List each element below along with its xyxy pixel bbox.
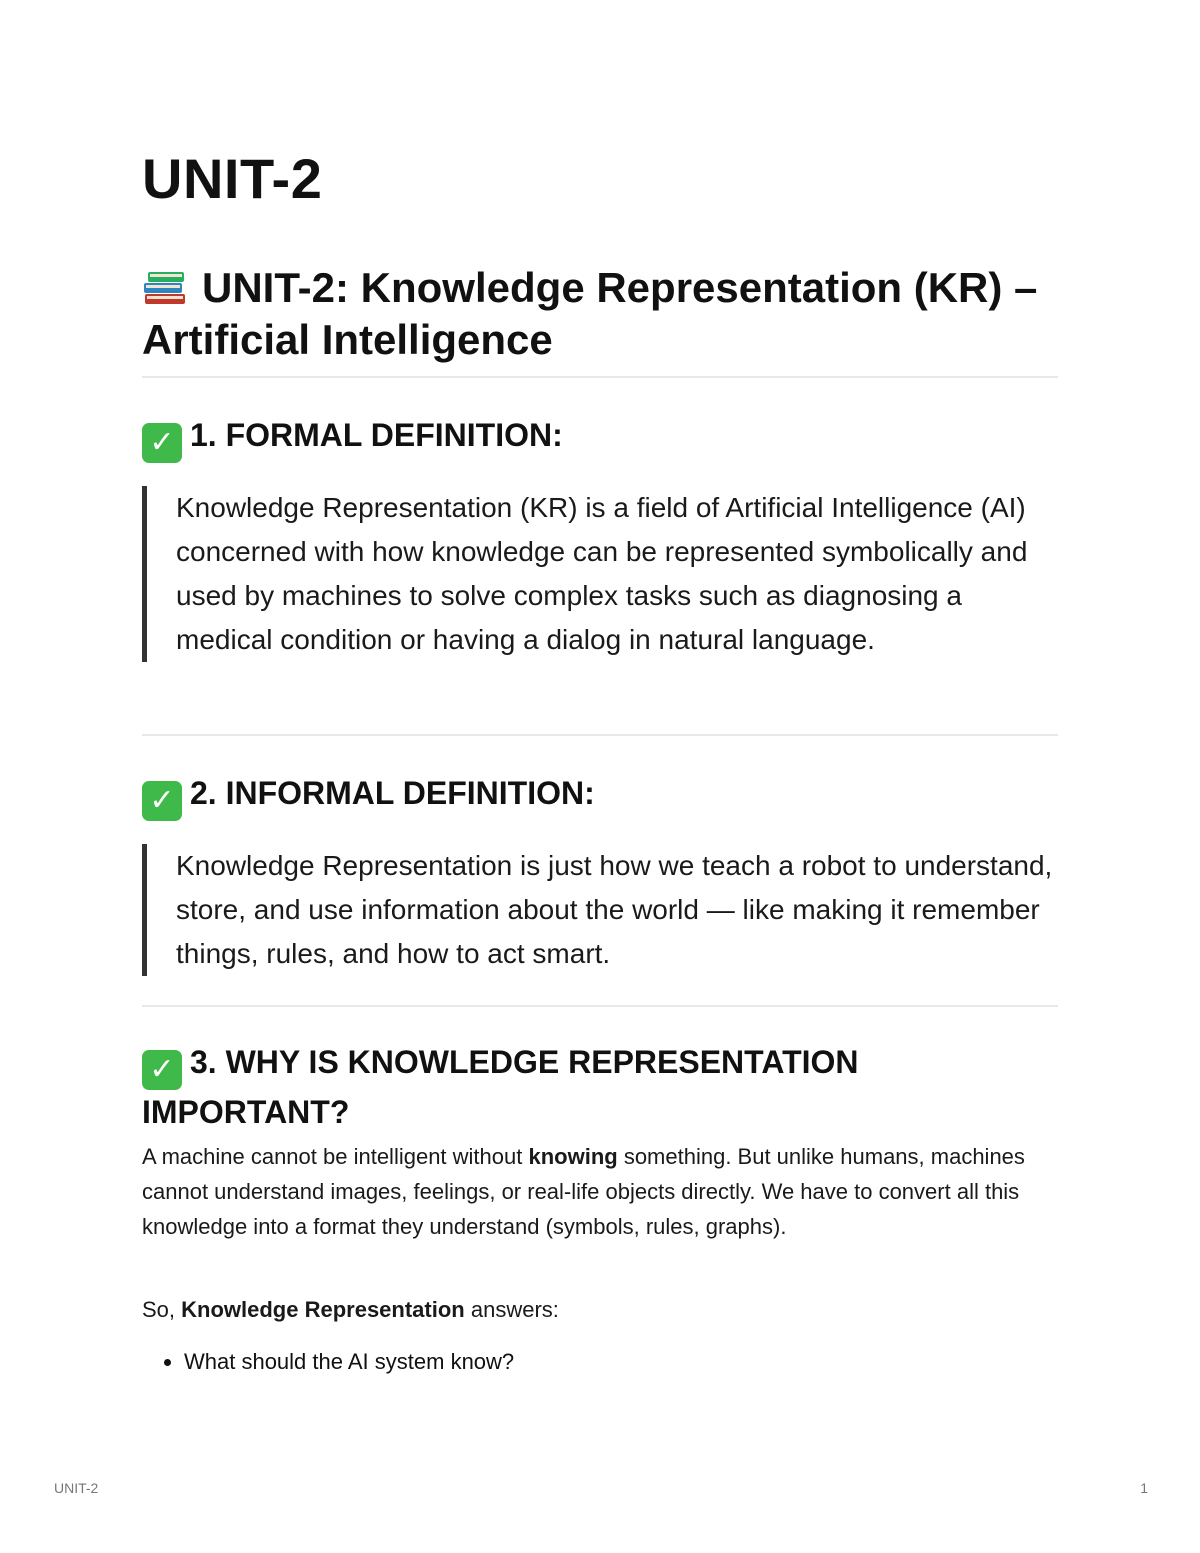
formal-definition-quote: Knowledge Representation (KR) is a field of Artificial Intelligence (AI) concerned with how knowledge can be represented symbolically and used by machines to solve complex tasks such as diagnosing a medical condition or having a dialog in natural language. bbox=[142, 486, 1056, 662]
section-heading-text: 2. INFORMAL DEFINITION: bbox=[190, 775, 595, 811]
check-mark-icon: ✓ bbox=[142, 423, 182, 463]
text-run: So, bbox=[142, 1297, 182, 1322]
section-heading-text: 1. FORMAL DEFINITION: bbox=[190, 417, 563, 453]
section-heading-informal bbox=[142, 771, 1042, 821]
list-item: • What should the AI system know? bbox=[184, 1344, 514, 1379]
section-heading-formal bbox=[142, 413, 1042, 463]
divider bbox=[142, 734, 1058, 736]
text-run: something. But unlike humans, machines cannot understand images, feelings, or real-life objects directly. We have to convert all this knowledge into a format they understand (symbols, rules, graphs). bbox=[142, 1144, 1025, 1239]
text-run: A machine cannot be intelligent without bbox=[142, 1144, 529, 1169]
footer-doc-title: UNIT-2 bbox=[54, 1480, 99, 1496]
page-number: 1 bbox=[1140, 1480, 1148, 1496]
why-paragraph bbox=[142, 1139, 1052, 1244]
informal-definition-quote: Knowledge Representation is just how we teach a robot to understand, store, and use information about the world — like making it remember things, rules, and how to act smart. bbox=[142, 844, 1056, 976]
check-mark-icon: ✓ bbox=[142, 781, 182, 821]
check-mark-icon: ✓ bbox=[142, 1050, 182, 1090]
divider bbox=[142, 376, 1058, 378]
books-icon bbox=[142, 266, 188, 304]
main-heading-text: UNIT-2: Knowledge Representation (KR) – Artificial Intelligence bbox=[142, 264, 1038, 363]
page-title: UNIT-2 bbox=[142, 147, 323, 210]
answers-paragraph bbox=[142, 1292, 1052, 1327]
divider bbox=[142, 1005, 1058, 1007]
text-run: answers: bbox=[464, 1297, 559, 1322]
bold-text: Knowledge Representation bbox=[181, 1297, 465, 1322]
answers-list bbox=[142, 1344, 514, 1379]
bold-text: knowing bbox=[528, 1144, 618, 1169]
main-heading bbox=[142, 262, 1072, 366]
section-heading-why bbox=[142, 1040, 1042, 1134]
section-heading-text: 3. WHY IS KNOWLEDGE REPRESENTATION IMPORTANT? bbox=[142, 1044, 859, 1130]
